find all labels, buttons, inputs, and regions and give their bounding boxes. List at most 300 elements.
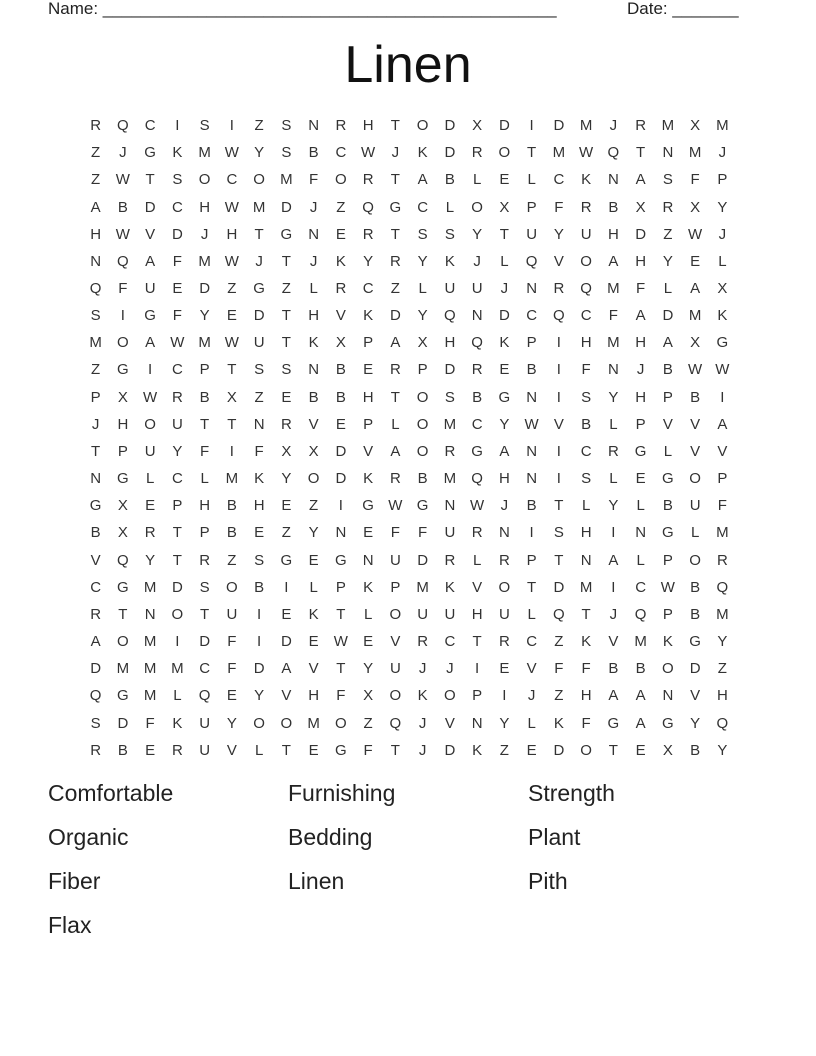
grid-letter[interactable]: N: [471, 307, 483, 325]
grid-letter[interactable]: E: [635, 741, 646, 759]
grid-letter[interactable]: M: [716, 117, 729, 135]
grid-letter[interactable]: X: [717, 280, 728, 298]
grid-letter[interactable]: G: [498, 388, 511, 406]
grid-letter[interactable]: T: [636, 144, 646, 162]
grid-letter[interactable]: J: [636, 361, 645, 379]
grid-letter[interactable]: F: [336, 687, 346, 705]
grid-letter[interactable]: C: [335, 144, 347, 162]
grid-letter[interactable]: G: [607, 714, 620, 732]
grid-letter[interactable]: R: [716, 551, 728, 569]
grid-letter[interactable]: S: [90, 307, 101, 325]
grid-letter[interactable]: U: [498, 605, 510, 623]
grid-letter[interactable]: U: [199, 714, 211, 732]
grid-letter[interactable]: L: [609, 415, 618, 433]
grid-letter[interactable]: I: [611, 578, 616, 596]
grid-letter[interactable]: I: [529, 524, 534, 542]
grid-letter[interactable]: Q: [634, 605, 647, 623]
grid-letter[interactable]: R: [90, 605, 102, 623]
grid-letter[interactable]: N: [335, 524, 347, 542]
grid-letter[interactable]: B: [662, 361, 673, 379]
grid-letter[interactable]: J: [473, 252, 481, 270]
grid-letter[interactable]: Z: [336, 198, 346, 216]
grid-letter[interactable]: G: [335, 551, 347, 569]
grid-letter[interactable]: K: [444, 252, 455, 270]
grid-letter[interactable]: G: [117, 687, 129, 705]
grid-letter[interactable]: Y: [608, 388, 619, 406]
grid-letter[interactable]: Y: [717, 198, 728, 216]
grid-letter[interactable]: I: [257, 605, 262, 623]
grid-letter[interactable]: N: [662, 687, 674, 705]
grid-letter[interactable]: E: [308, 551, 319, 569]
grid-letter[interactable]: P: [417, 361, 428, 379]
grid-letter[interactable]: O: [117, 334, 129, 352]
grid-letter[interactable]: S: [281, 361, 292, 379]
grid-letter[interactable]: R: [171, 388, 183, 406]
grid-letter[interactable]: J: [119, 144, 127, 162]
grid-letter[interactable]: S: [199, 578, 210, 596]
grid-letter[interactable]: U: [580, 225, 592, 243]
grid-letter[interactable]: F: [254, 442, 264, 460]
grid-letter[interactable]: Z: [309, 497, 319, 515]
grid-letter[interactable]: P: [472, 687, 483, 705]
grid-letter[interactable]: G: [280, 225, 293, 243]
grid-letter[interactable]: H: [580, 334, 592, 352]
grid-letter[interactable]: E: [690, 252, 701, 270]
grid-letter[interactable]: N: [526, 388, 538, 406]
date-field-label[interactable]: Date: _______: [627, 0, 739, 18]
grid-letter[interactable]: W: [660, 578, 675, 596]
grid-letter[interactable]: R: [389, 361, 401, 379]
grid-letter[interactable]: L: [527, 714, 536, 732]
grid-letter[interactable]: A: [499, 442, 510, 460]
grid-letter[interactable]: L: [145, 470, 155, 488]
grid-letter[interactable]: U: [144, 442, 156, 460]
grid-letter[interactable]: P: [390, 578, 401, 596]
grid-letter[interactable]: S: [90, 714, 101, 732]
grid-letter[interactable]: N: [526, 470, 538, 488]
grid-letter[interactable]: N: [662, 144, 674, 162]
grid-letter[interactable]: T: [281, 252, 291, 270]
grid-letter[interactable]: T: [336, 660, 346, 678]
grid-letter[interactable]: G: [335, 741, 347, 759]
grid-letter[interactable]: O: [280, 714, 293, 732]
grid-letter[interactable]: Z: [363, 714, 373, 732]
grid-letter[interactable]: L: [718, 252, 727, 270]
grid-letter[interactable]: Y: [254, 144, 265, 162]
grid-letter[interactable]: P: [526, 551, 537, 569]
grid-letter[interactable]: X: [335, 334, 346, 352]
grid-letter[interactable]: R: [335, 117, 347, 135]
grid-letter[interactable]: V: [608, 633, 619, 651]
grid-letter[interactable]: N: [526, 442, 538, 460]
grid-letter[interactable]: B: [526, 497, 537, 515]
grid-letter[interactable]: G: [471, 442, 483, 460]
grid-letter[interactable]: N: [308, 361, 320, 379]
grid-letter[interactable]: J: [255, 252, 263, 270]
grid-letter[interactable]: E: [363, 361, 374, 379]
grid-letter[interactable]: H: [117, 415, 129, 433]
grid-letter[interactable]: Q: [553, 307, 565, 325]
grid-letter[interactable]: K: [581, 171, 592, 189]
grid-letter[interactable]: S: [172, 171, 183, 189]
grid-letter[interactable]: D: [662, 307, 674, 325]
grid-letter[interactable]: N: [580, 551, 592, 569]
grid-letter[interactable]: Y: [172, 442, 183, 460]
grid-letter[interactable]: Q: [89, 280, 102, 298]
grid-letter[interactable]: V: [444, 714, 455, 732]
grid-letter[interactable]: D: [199, 280, 211, 298]
grid-letter[interactable]: Y: [717, 633, 728, 651]
grid-letter[interactable]: E: [254, 524, 265, 542]
grid-letter[interactable]: T: [527, 578, 537, 596]
grid-letter[interactable]: O: [117, 633, 129, 651]
grid-letter[interactable]: N: [607, 361, 619, 379]
grid-letter[interactable]: X: [226, 388, 237, 406]
grid-letter[interactable]: R: [90, 741, 102, 759]
grid-letter[interactable]: Q: [525, 252, 538, 270]
grid-letter[interactable]: K: [662, 633, 673, 651]
grid-letter[interactable]: Z: [254, 117, 264, 135]
grid-letter[interactable]: X: [281, 442, 292, 460]
grid-letter[interactable]: M: [634, 633, 647, 651]
grid-letter[interactable]: Q: [471, 470, 483, 488]
grid-letter[interactable]: Y: [417, 252, 428, 270]
grid-letter[interactable]: S: [444, 225, 455, 243]
grid-letter[interactable]: U: [444, 524, 456, 542]
grid-letter[interactable]: R: [635, 117, 647, 135]
grid-letter[interactable]: F: [581, 714, 591, 732]
grid-letter[interactable]: L: [200, 470, 209, 488]
grid-letter[interactable]: M: [89, 334, 102, 352]
grid-letter[interactable]: Y: [417, 307, 428, 325]
grid-letter[interactable]: J: [418, 741, 427, 759]
grid-letter[interactable]: U: [144, 280, 156, 298]
grid-letter[interactable]: E: [363, 633, 374, 651]
grid-letter[interactable]: U: [389, 660, 401, 678]
grid-letter[interactable]: U: [253, 334, 265, 352]
grid-letter[interactable]: F: [309, 171, 319, 189]
grid-letter[interactable]: J: [418, 714, 427, 732]
grid-letter[interactable]: S: [444, 388, 455, 406]
grid-letter[interactable]: V: [145, 225, 156, 243]
grid-letter[interactable]: T: [172, 551, 182, 569]
grid-letter[interactable]: R: [444, 551, 456, 569]
grid-letter[interactable]: M: [443, 415, 457, 433]
grid-letter[interactable]: H: [308, 307, 320, 325]
grid-letter[interactable]: L: [581, 497, 591, 515]
grid-letter[interactable]: F: [172, 252, 182, 270]
grid-letter[interactable]: I: [502, 687, 507, 705]
grid-letter[interactable]: T: [472, 633, 482, 651]
grid-letter[interactable]: Y: [499, 415, 510, 433]
grid-letter[interactable]: U: [471, 280, 483, 298]
grid-letter[interactable]: H: [635, 388, 647, 406]
grid-letter[interactable]: U: [199, 741, 211, 759]
grid-letter[interactable]: D: [689, 660, 701, 678]
grid-letter[interactable]: O: [144, 415, 156, 433]
grid-letter[interactable]: Z: [390, 280, 400, 298]
grid-letter[interactable]: J: [418, 660, 427, 678]
grid-letter[interactable]: M: [143, 578, 157, 596]
grid-letter[interactable]: E: [226, 307, 237, 325]
grid-letter[interactable]: Q: [89, 687, 102, 705]
grid-letter[interactable]: C: [171, 470, 183, 488]
grid-letter[interactable]: A: [390, 442, 401, 460]
grid-letter[interactable]: H: [716, 687, 728, 705]
grid-letter[interactable]: H: [580, 687, 592, 705]
grid-letter[interactable]: R: [389, 470, 401, 488]
grid-letter[interactable]: F: [145, 714, 155, 732]
grid-letter[interactable]: K: [363, 578, 374, 596]
grid-letter[interactable]: C: [444, 633, 456, 651]
grid-letter[interactable]: O: [471, 198, 483, 216]
grid-letter[interactable]: C: [580, 307, 592, 325]
grid-letter[interactable]: G: [662, 524, 674, 542]
grid-letter[interactable]: S: [581, 470, 592, 488]
grid-letter[interactable]: M: [198, 144, 211, 162]
grid-letter[interactable]: D: [90, 660, 102, 678]
grid-letter[interactable]: M: [552, 144, 566, 162]
grid-letter[interactable]: M: [280, 171, 293, 189]
grid-letter[interactable]: M: [171, 660, 184, 678]
grid-letter[interactable]: N: [498, 524, 510, 542]
grid-letter[interactable]: Q: [716, 714, 729, 732]
grid-letter[interactable]: X: [635, 198, 646, 216]
grid-letter[interactable]: I: [556, 361, 561, 379]
grid-letter[interactable]: F: [227, 633, 237, 651]
grid-letter[interactable]: C: [171, 361, 183, 379]
grid-letter[interactable]: P: [526, 334, 537, 352]
grid-letter[interactable]: R: [471, 524, 483, 542]
grid-letter[interactable]: O: [335, 171, 347, 189]
grid-letter[interactable]: T: [200, 415, 210, 433]
grid-letter[interactable]: N: [253, 415, 265, 433]
grid-letter[interactable]: X: [117, 497, 128, 515]
grid-letter[interactable]: T: [390, 388, 400, 406]
grid-letter[interactable]: V: [226, 741, 237, 759]
grid-letter[interactable]: Q: [117, 551, 129, 569]
grid-letter[interactable]: H: [498, 470, 510, 488]
grid-letter[interactable]: E: [499, 660, 510, 678]
grid-letter[interactable]: B: [226, 524, 237, 542]
grid-letter[interactable]: E: [499, 361, 510, 379]
grid-letter[interactable]: G: [280, 551, 293, 569]
grid-letter[interactable]: Y: [281, 470, 292, 488]
grid-letter[interactable]: L: [663, 442, 673, 460]
grid-letter[interactable]: P: [199, 524, 210, 542]
grid-letter[interactable]: M: [143, 687, 157, 705]
grid-letter[interactable]: T: [336, 605, 346, 623]
grid-letter[interactable]: M: [607, 334, 620, 352]
grid-letter[interactable]: O: [253, 714, 265, 732]
grid-letter[interactable]: W: [170, 334, 185, 352]
grid-letter[interactable]: Q: [444, 307, 456, 325]
grid-letter[interactable]: W: [470, 497, 485, 515]
grid-letter[interactable]: U: [171, 415, 183, 433]
grid-letter[interactable]: G: [662, 714, 674, 732]
grid-letter[interactable]: X: [117, 524, 128, 542]
grid-letter[interactable]: M: [143, 633, 157, 651]
grid-letter[interactable]: R: [471, 144, 483, 162]
grid-letter[interactable]: R: [471, 361, 483, 379]
grid-letter[interactable]: L: [309, 578, 318, 596]
grid-letter[interactable]: D: [444, 117, 456, 135]
grid-letter[interactable]: N: [362, 551, 374, 569]
grid-letter[interactable]: L: [636, 551, 645, 569]
grid-letter[interactable]: P: [526, 198, 537, 216]
grid-letter[interactable]: M: [307, 714, 320, 732]
grid-letter[interactable]: B: [417, 470, 428, 488]
grid-letter[interactable]: K: [308, 605, 319, 623]
grid-letter[interactable]: Z: [554, 687, 564, 705]
grid-letter[interactable]: A: [635, 687, 646, 705]
grid-letter[interactable]: Q: [198, 687, 211, 705]
grid-letter[interactable]: O: [198, 171, 211, 189]
grid-letter[interactable]: E: [335, 225, 346, 243]
grid-letter[interactable]: D: [498, 117, 510, 135]
grid-letter[interactable]: R: [444, 442, 456, 460]
grid-letter[interactable]: O: [689, 470, 701, 488]
grid-letter[interactable]: G: [117, 578, 129, 596]
grid-letter[interactable]: N: [144, 605, 156, 623]
grid-letter[interactable]: X: [363, 687, 374, 705]
grid-letter[interactable]: D: [444, 144, 456, 162]
grid-letter[interactable]: R: [362, 225, 374, 243]
grid-letter[interactable]: H: [362, 388, 374, 406]
grid-letter[interactable]: F: [227, 660, 237, 678]
grid-letter[interactable]: Q: [580, 280, 592, 298]
grid-letter[interactable]: I: [257, 633, 262, 651]
grid-letter[interactable]: W: [143, 388, 158, 406]
grid-letter[interactable]: C: [417, 198, 429, 216]
grid-letter[interactable]: V: [90, 551, 101, 569]
grid-letter[interactable]: G: [253, 280, 265, 298]
grid-letter[interactable]: Q: [117, 252, 129, 270]
grid-letter[interactable]: B: [690, 578, 701, 596]
name-field-label[interactable]: Name: ________________________________________________: [48, 0, 557, 18]
grid-letter[interactable]: P: [199, 361, 210, 379]
grid-letter[interactable]: B: [635, 660, 646, 678]
grid-letter[interactable]: I: [720, 388, 725, 406]
grid-letter[interactable]: W: [715, 361, 730, 379]
grid-letter[interactable]: C: [226, 171, 238, 189]
grid-letter[interactable]: O: [689, 551, 701, 569]
grid-letter[interactable]: L: [254, 741, 264, 759]
grid-letter[interactable]: G: [117, 470, 129, 488]
grid-letter[interactable]: Z: [91, 144, 101, 162]
grid-letter[interactable]: W: [688, 361, 703, 379]
grid-letter[interactable]: E: [499, 171, 510, 189]
grid-letter[interactable]: V: [690, 442, 701, 460]
grid-letter[interactable]: T: [554, 497, 564, 515]
grid-letter[interactable]: R: [662, 198, 674, 216]
grid-letter[interactable]: X: [690, 198, 701, 216]
grid-letter[interactable]: K: [172, 714, 183, 732]
grid-letter[interactable]: P: [335, 578, 346, 596]
grid-letter[interactable]: V: [690, 415, 701, 433]
grid-letter[interactable]: S: [281, 117, 292, 135]
grid-letter[interactable]: P: [662, 605, 673, 623]
grid-letter[interactable]: C: [580, 442, 592, 460]
grid-letter[interactable]: O: [389, 605, 402, 623]
grid-letter[interactable]: Z: [227, 551, 237, 569]
grid-letter[interactable]: T: [499, 225, 509, 243]
grid-letter[interactable]: D: [253, 307, 265, 325]
grid-letter[interactable]: P: [717, 470, 728, 488]
grid-letter[interactable]: X: [117, 388, 128, 406]
grid-letter[interactable]: Q: [389, 714, 402, 732]
grid-letter[interactable]: F: [390, 524, 400, 542]
grid-letter[interactable]: M: [661, 117, 675, 135]
grid-letter[interactable]: V: [281, 687, 292, 705]
grid-letter[interactable]: Q: [471, 334, 483, 352]
grid-letter[interactable]: K: [717, 307, 728, 325]
grid-letter[interactable]: B: [117, 741, 128, 759]
grid-letter[interactable]: O: [335, 714, 347, 732]
grid-letter[interactable]: P: [662, 388, 673, 406]
grid-letter[interactable]: W: [115, 171, 130, 189]
grid-letter[interactable]: J: [609, 605, 618, 623]
grid-letter[interactable]: S: [281, 144, 292, 162]
grid-letter[interactable]: D: [444, 741, 456, 759]
grid-letter[interactable]: O: [389, 687, 402, 705]
grid-letter[interactable]: I: [229, 117, 234, 135]
grid-letter[interactable]: X: [472, 117, 483, 135]
grid-letter[interactable]: H: [308, 687, 320, 705]
grid-letter[interactable]: R: [553, 280, 565, 298]
grid-letter[interactable]: A: [635, 307, 646, 325]
grid-letter[interactable]: T: [281, 741, 291, 759]
grid-letter[interactable]: U: [389, 551, 401, 569]
grid-letter[interactable]: G: [89, 497, 102, 515]
grid-letter[interactable]: X: [417, 334, 428, 352]
grid-letter[interactable]: W: [224, 334, 239, 352]
grid-letter[interactable]: K: [444, 578, 455, 596]
grid-letter[interactable]: V: [363, 442, 374, 460]
grid-letter[interactable]: T: [227, 415, 237, 433]
grid-letter[interactable]: W: [688, 225, 703, 243]
grid-letter[interactable]: L: [418, 280, 427, 298]
grid-letter[interactable]: B: [90, 524, 101, 542]
grid-letter[interactable]: Z: [281, 280, 291, 298]
grid-letter[interactable]: H: [635, 252, 647, 270]
grid-letter[interactable]: Z: [281, 524, 291, 542]
grid-letter[interactable]: F: [690, 171, 700, 189]
grid-letter[interactable]: T: [554, 551, 564, 569]
grid-letter[interactable]: I: [284, 578, 289, 596]
grid-letter[interactable]: Q: [117, 117, 129, 135]
grid-letter[interactable]: T: [200, 605, 210, 623]
grid-letter[interactable]: G: [634, 442, 647, 460]
grid-letter[interactable]: Q: [607, 144, 620, 162]
grid-letter[interactable]: N: [471, 714, 483, 732]
grid-letter[interactable]: I: [556, 388, 561, 406]
grid-letter[interactable]: F: [717, 497, 727, 515]
grid-letter[interactable]: V: [526, 660, 537, 678]
grid-letter[interactable]: K: [472, 741, 483, 759]
grid-letter[interactable]: W: [524, 415, 539, 433]
grid-letter[interactable]: T: [390, 171, 400, 189]
grid-letter[interactable]: O: [171, 605, 184, 623]
grid-letter[interactable]: O: [416, 415, 429, 433]
grid-letter[interactable]: Z: [663, 225, 673, 243]
grid-letter[interactable]: S: [553, 524, 564, 542]
grid-letter[interactable]: P: [172, 497, 183, 515]
grid-letter[interactable]: A: [281, 660, 292, 678]
grid-letter[interactable]: X: [308, 442, 319, 460]
grid-letter[interactable]: G: [416, 497, 429, 515]
grid-letter[interactable]: X: [662, 741, 673, 759]
